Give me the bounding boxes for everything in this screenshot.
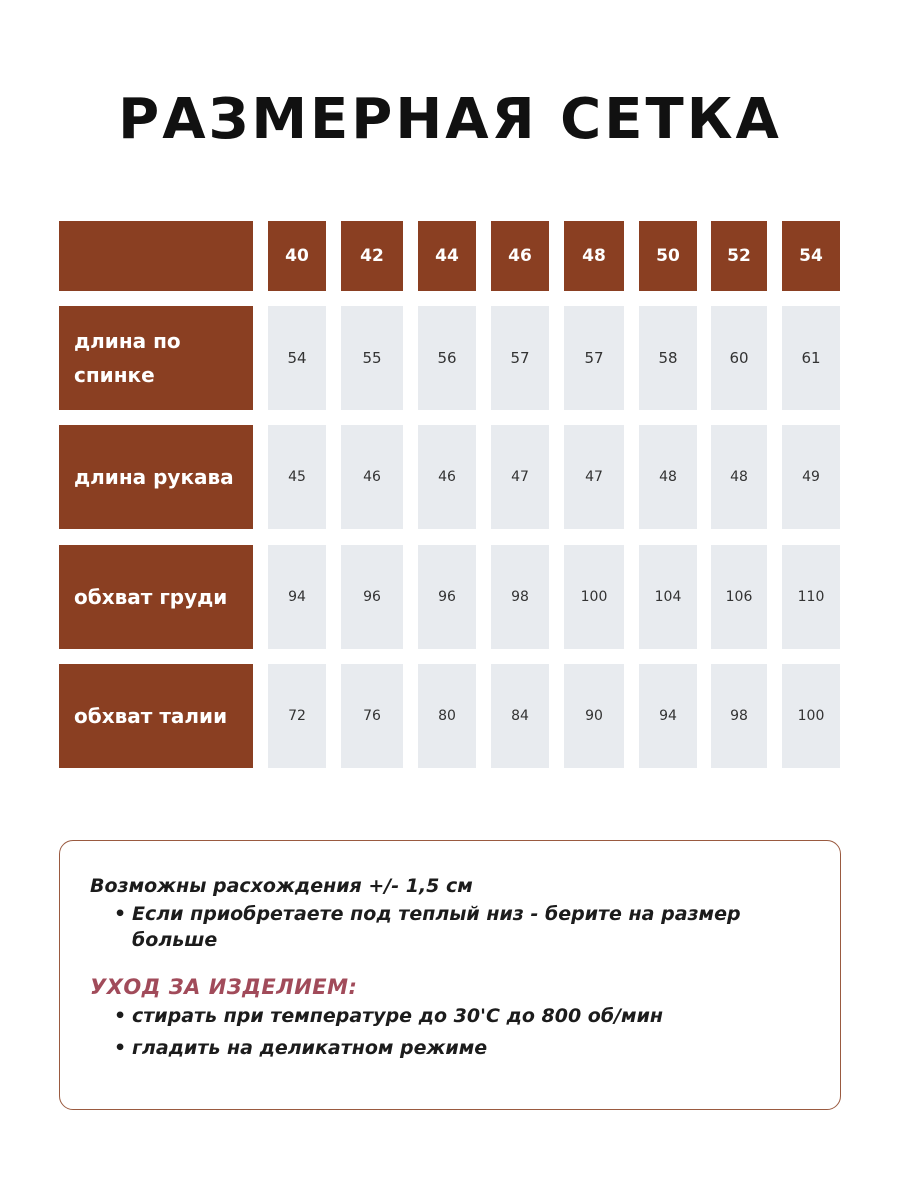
table-cell: 96 <box>341 545 403 649</box>
size-header-40: 40 <box>268 221 326 291</box>
size-header-48: 48 <box>564 221 624 291</box>
row-label: длина по спинке <box>59 306 253 410</box>
tip-item <box>114 901 810 953</box>
table-cell: 106 <box>711 545 767 649</box>
table-cell: 104 <box>639 545 697 649</box>
size-header-52: 52 <box>711 221 767 291</box>
table-cell: 96 <box>418 545 476 649</box>
table-cell: 84 <box>491 664 549 768</box>
table-cell: 90 <box>564 664 624 768</box>
notes-box <box>59 840 841 1110</box>
table-cell: 80 <box>418 664 476 768</box>
table-cell: 57 <box>564 306 624 410</box>
table-cell: 54 <box>268 306 326 410</box>
table-cell: 110 <box>782 545 840 649</box>
table-cell: 46 <box>418 425 476 529</box>
row-label: обхват груди <box>59 545 253 649</box>
row-label: обхват талии <box>59 664 253 768</box>
table-cell: 98 <box>711 664 767 768</box>
care-text: стирать при температуре до 30'С до 800 об/мин <box>132 1005 664 1027</box>
table-cell: 61 <box>782 306 840 410</box>
table-cell: 48 <box>639 425 697 529</box>
table-cell: 47 <box>491 425 549 529</box>
tolerance-note: Возможны расхождения +/- 1,5 см <box>90 875 473 897</box>
table-cell: 76 <box>341 664 403 768</box>
care-item <box>114 1035 810 1061</box>
care-title: УХОД ЗА ИЗДЕЛИЕМ: <box>90 975 358 999</box>
table-cell: 94 <box>268 545 326 649</box>
size-header-46: 46 <box>491 221 549 291</box>
table-cell: 100 <box>564 545 624 649</box>
header-corner-cell <box>59 221 253 291</box>
care-item <box>114 1003 810 1029</box>
table-cell: 45 <box>268 425 326 529</box>
size-header-44: 44 <box>418 221 476 291</box>
bullet-icon: • <box>114 903 127 925</box>
table-cell: 46 <box>341 425 403 529</box>
page-title: РАЗМЕРНАЯ СЕТКА <box>118 87 782 152</box>
table-cell: 100 <box>782 664 840 768</box>
table-cell: 58 <box>639 306 697 410</box>
row-label: длина рукава <box>59 425 253 529</box>
table-cell: 60 <box>711 306 767 410</box>
table-cell: 72 <box>268 664 326 768</box>
table-cell: 56 <box>418 306 476 410</box>
tip-text: Если приобретаете под теплый низ - берите на размер больше <box>132 903 741 951</box>
bullet-icon: • <box>114 1005 127 1027</box>
table-cell: 94 <box>639 664 697 768</box>
table-cell: 57 <box>491 306 549 410</box>
size-header-54: 54 <box>782 221 840 291</box>
care-text: гладить на деликатном режиме <box>132 1037 488 1059</box>
table-cell: 49 <box>782 425 840 529</box>
table-cell: 47 <box>564 425 624 529</box>
size-header-50: 50 <box>639 221 697 291</box>
bullet-icon: • <box>114 1037 127 1059</box>
table-cell: 98 <box>491 545 549 649</box>
table-cell: 55 <box>341 306 403 410</box>
table-cell: 48 <box>711 425 767 529</box>
care-list <box>90 1003 810 1061</box>
tips-list <box>90 901 810 953</box>
size-header-42: 42 <box>341 221 403 291</box>
